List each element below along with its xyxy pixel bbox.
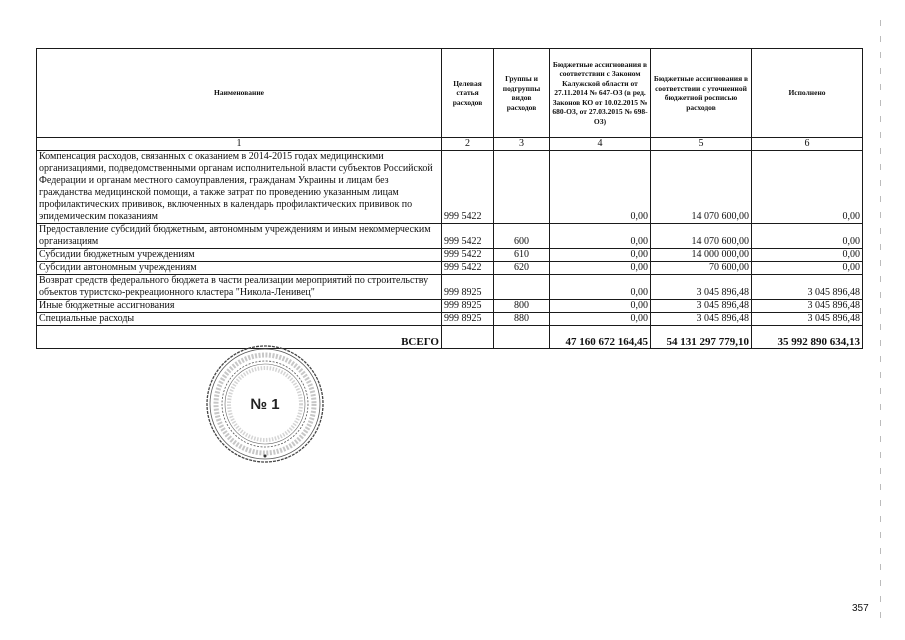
column-number: 5: [651, 138, 752, 151]
row-budget: 0,00: [550, 249, 651, 262]
table-row: [37, 224, 863, 249]
total-label: ВСЕГО: [37, 326, 442, 349]
row-target: 999 5422: [442, 262, 494, 275]
table-row: [37, 151, 863, 224]
row-refined: 14 000 000,00: [651, 249, 752, 262]
row-name: Компенсация расходов, связанных с оказанием в 2014-2015 годах медицинскими организациями, подведомственными органам исполнительной власти субъектов Российской Федерации и органам местного самоуправления, гражданам Украины и лицам без гражданства медицинской помощи, а также затрат по проведению указанным лицам профилактических прививок, включенных в календарь профилактических прививок по эпидемическим показаниям: [37, 151, 442, 224]
header-group: Группы и подгруппы видов расходов: [494, 49, 550, 138]
seal-number: № 1: [250, 396, 280, 413]
header-budget: Бюджетные ассигнования в соответствии с Законом Калужской области от 27.11.2014 № 647-ОЗ (в ред. Законов КО от 10.02.2015 № 680-ОЗ, от 27.03.2015 № 698-ОЗ): [550, 49, 651, 138]
row-executed: 0,00: [752, 151, 863, 224]
page-edge-marks: [880, 20, 881, 620]
header-row: [37, 49, 863, 138]
row-budget: 0,00: [550, 300, 651, 313]
row-group: 610: [494, 249, 550, 262]
column-number-row: [37, 138, 863, 151]
row-group: 620: [494, 262, 550, 275]
column-number: 2: [442, 138, 494, 151]
row-executed: 3 045 896,48: [752, 300, 863, 313]
row-target: 999 8925: [442, 313, 494, 326]
column-number: 3: [494, 138, 550, 151]
row-executed: 0,00: [752, 224, 863, 249]
table-row: [37, 262, 863, 275]
header-executed: Исполнено: [752, 49, 863, 138]
row-target: 999 5422: [442, 151, 494, 224]
column-number: 6: [752, 138, 863, 151]
row-refined: 3 045 896,48: [651, 275, 752, 300]
row-group: [494, 275, 550, 300]
row-budget: 0,00: [550, 313, 651, 326]
row-budget: 0,00: [550, 151, 651, 224]
total-group: [494, 326, 550, 349]
page-number: 357: [852, 603, 869, 614]
row-name: Предоставление субсидий бюджетным, автономным учреждениям и иным некоммерческим организациям: [37, 224, 442, 249]
row-name: Специальные расходы: [37, 313, 442, 326]
row-name: Субсидии автономным учреждениям: [37, 262, 442, 275]
row-refined: 14 070 600,00: [651, 224, 752, 249]
total-refined: 54 131 297 779,10: [651, 326, 752, 349]
row-budget: 0,00: [550, 262, 651, 275]
header-name: Наименование: [37, 49, 442, 138]
header-refined: Бюджетные ассигнования в соответствии с уточненной бюджетной росписью расходов: [651, 49, 752, 138]
row-executed: 3 045 896,48: [752, 313, 863, 326]
row-target: 999 5422: [442, 249, 494, 262]
row-refined: 14 070 600,00: [651, 151, 752, 224]
row-name: Иные бюджетные ассигнования: [37, 300, 442, 313]
table-row: [37, 275, 863, 300]
row-group: 600: [494, 224, 550, 249]
header-target: Целевая статья расходов: [442, 49, 494, 138]
total-target: [442, 326, 494, 349]
row-budget: 0,00: [550, 275, 651, 300]
table-row: [37, 300, 863, 313]
total-row: [37, 326, 863, 349]
row-name: Возврат средств федерального бюджета в части реализации мероприятий по строительству объектов туристско-рекреационного кластера "Никола-Ленивец": [37, 275, 442, 300]
row-group: [494, 151, 550, 224]
row-group: 880: [494, 313, 550, 326]
row-refined: 3 045 896,48: [651, 313, 752, 326]
table-row: [37, 249, 863, 262]
column-number: 1: [37, 138, 442, 151]
row-group: 800: [494, 300, 550, 313]
row-target: 999 5422: [442, 224, 494, 249]
budget-table: [36, 48, 863, 349]
row-executed: 3 045 896,48: [752, 275, 863, 300]
row-refined: 70 600,00: [651, 262, 752, 275]
row-budget: 0,00: [550, 224, 651, 249]
total-executed: 35 992 890 634,13: [752, 326, 863, 349]
row-target: 999 8925: [442, 300, 494, 313]
row-executed: 0,00: [752, 262, 863, 275]
row-refined: 3 045 896,48: [651, 300, 752, 313]
column-number: 4: [550, 138, 651, 151]
row-name: Субсидии бюджетным учреждениям: [37, 249, 442, 262]
total-budget: 47 160 672 164,45: [550, 326, 651, 349]
table-row: [37, 313, 863, 326]
row-target: 999 8925: [442, 275, 494, 300]
row-executed: 0,00: [752, 249, 863, 262]
official-seal-stamp: [204, 343, 326, 465]
